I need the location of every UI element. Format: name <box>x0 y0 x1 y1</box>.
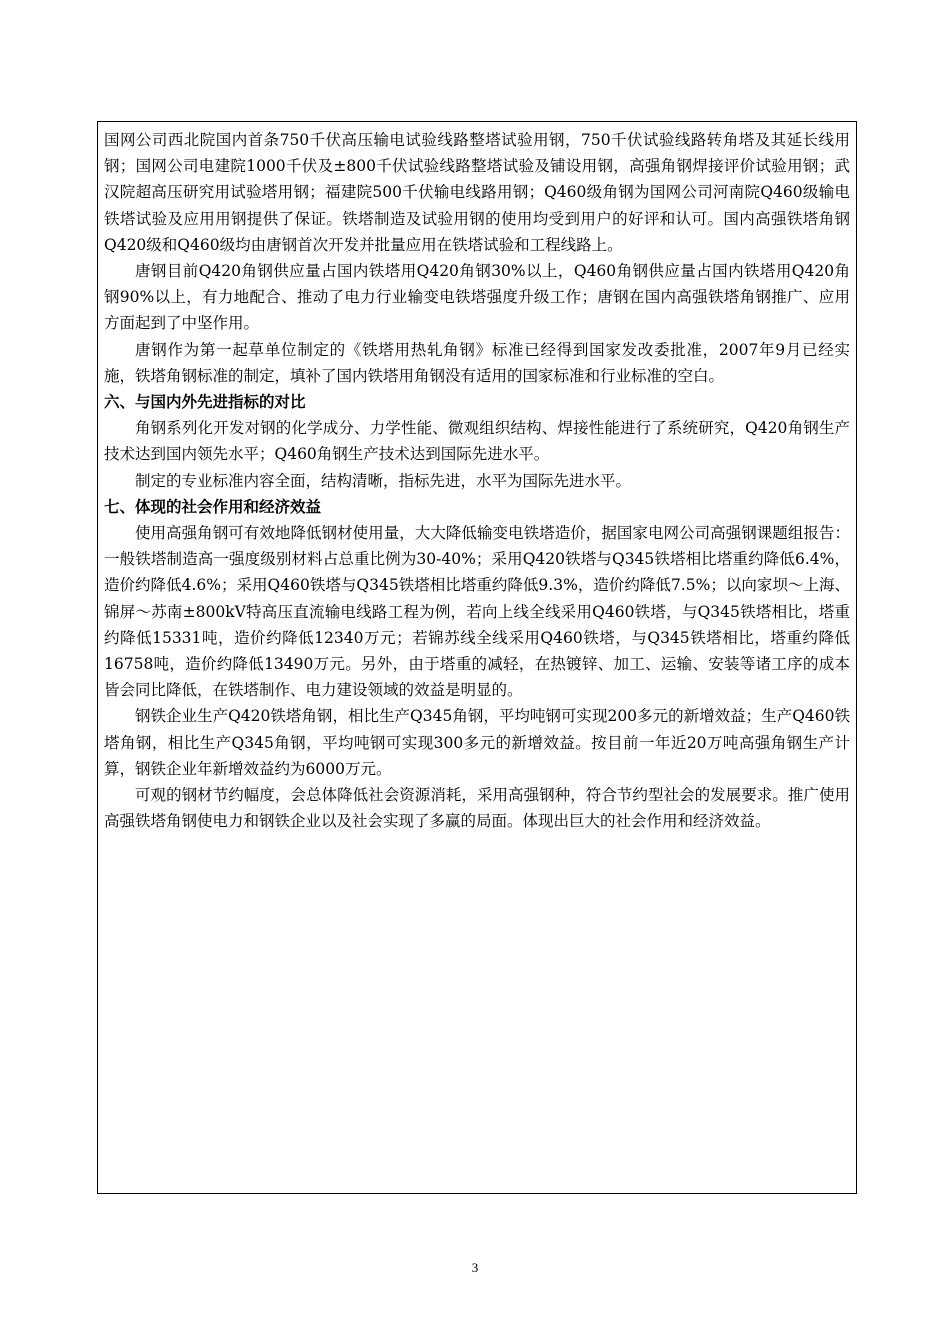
section-heading-benefits: 七、体现的社会作用和经济效益 <box>104 497 322 516</box>
paragraph-standard-level: 制定的专业标准内容全面，结构清晰，指标先进，水平为国际先进水平。 <box>135 471 632 490</box>
paragraph-social-benefit: 可观的钢材节约幅度，会总体降低社会资源消耗，采用高强钢种，符合节约型社会的发展要求。推广使用高强铁塔角钢使电力和钢铁企业以及社会实现了多赢的局面。体现出巨大的社会作用和经济效益。 <box>104 786 850 831</box>
document-body <box>104 127 850 834</box>
paragraph-supply-share: 唐钢目前Q420角钢供应量占国内铁塔用Q420角钢30%以上，Q460角钢供应量占国内铁塔用Q420角钢90%以上，有力地配合、推动了电力行业输变电铁塔强度升级工作；唐钢在国内高强铁塔角钢推广、应用方面起到了中坚作用。 <box>104 262 850 333</box>
paragraph-standard: 唐钢作为第一起草单位制定的《铁塔用热轧角钢》标准已经得到国家发改委批准，2007年9月已经实施，铁塔角钢标准的制定，填补了国内铁塔用角钢没有适用的国家标准和行业标准的空白。 <box>104 340 850 385</box>
paragraph-cost-reduction: 使用高强角钢可有效地降低钢材使用量，大大降低输变电铁塔造价，据国家电网公司高强钢课题组报告：一般铁塔制造高一强度级别材料占总重比例为30-40%；采用Q420铁塔与Q345铁塔相比塔重约降低6.4%，造价约降低4.6%；采用Q460铁塔与Q345铁塔相比塔重约降低9.3%，造价约降低7.5%；以向家坝～上海、锦屏～苏南±800kV特高压直流输电线路工程为例，若向上线全线采用Q460铁塔，与Q345铁塔相比，塔重约降低15331吨，造价约降低12340万元；若锦苏线全线采用Q460铁塔，与Q345铁塔相比，塔重约降低16758吨，造价约降低13490万元。另外，由于塔重的减轻，在热镀锌、加工、运输、安装等诸工序的成本皆会同比降低，在铁塔制作、电力建设领域的效益是明显的。 <box>104 524 850 700</box>
paragraph-technical-level: 角钢系列化开发对钢的化学成分、力学性能、微观组织结构、焊接性能进行了系统研究，Q420角钢生产技术达到国内领先水平；Q460角钢生产技术达到国际先进水平。 <box>104 419 850 464</box>
page-number: 3 <box>471 1260 479 1275</box>
section-heading-comparison: 六、与国内外先进指标的对比 <box>104 393 306 412</box>
paragraph-continuation: 国网公司西北院国内首条750千伏高压输电试验线路整塔试验用钢，750千伏试验线路转角塔及其延长线用钢；国网公司电建院1000千伏及±800千伏试验线路整塔试验及铺设用钢，高强角钢焊接评价试验用钢；武汉院超高压研究用试验塔用钢；福建院500千伏输电线路用钢；Q460级角钢为国网公司河南院Q460级输电铁塔试验及应用用钢提供了保证。铁塔制造及试验用钢的使用均受到用户的好评和认可。国内高强铁塔角钢Q420级和Q460级均由唐钢首次开发并批量应用在铁塔试验和工程线路上。 <box>104 131 850 254</box>
paragraph-enterprise-benefit: 钢铁企业生产Q420铁塔角钢，相比生产Q345角钢，平均吨钢可实现200多元的新增效益；生产Q460铁塔角钢，相比生产Q345角钢，平均吨钢可实现300多元的新增效益。按目前一年近20万吨高强角钢生产计算，钢铁企业年新增效益约为6000万元。 <box>104 707 850 778</box>
content-frame <box>97 121 857 1194</box>
